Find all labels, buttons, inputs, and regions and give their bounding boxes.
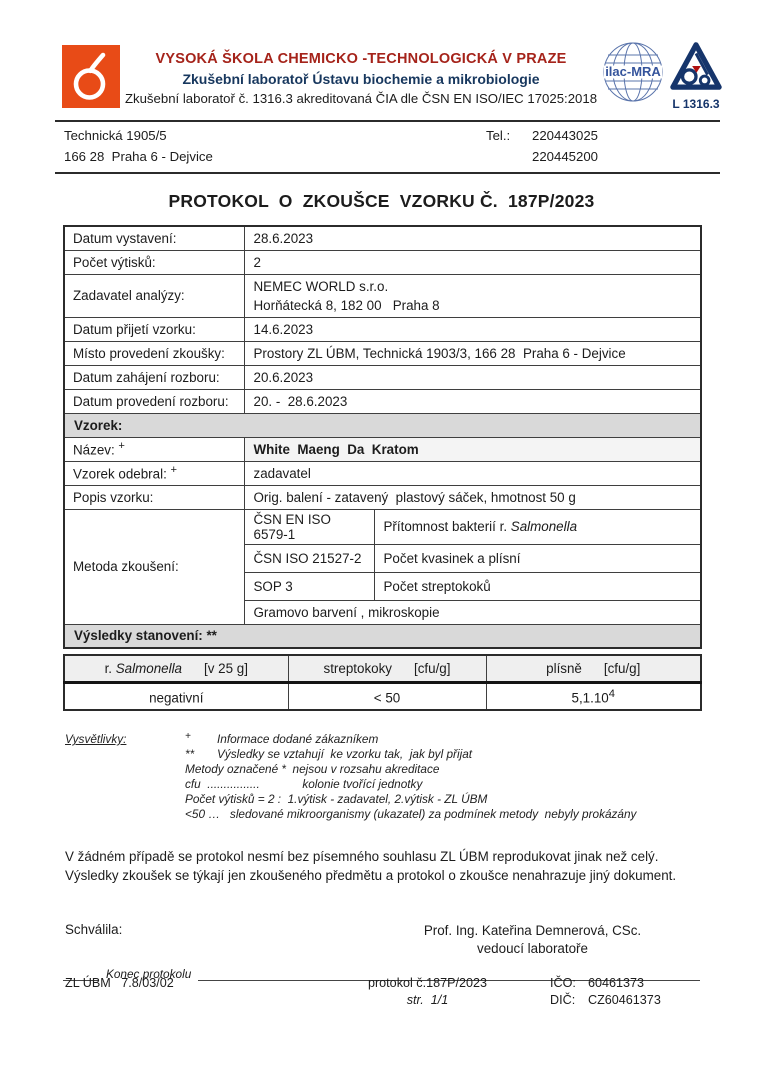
method-description: Přítomnost bakterií r. Salmonella xyxy=(374,509,701,544)
row-value: Orig. balení - zatavený plastový sáček, hmotnost 50 g xyxy=(244,485,701,509)
approver-name: Prof. Ing. Kateřina Demnerová, CSc. xyxy=(423,923,642,938)
dic-label: DIČ: xyxy=(550,993,576,1007)
city-address: 166 28 Praha 6 - Dejvice xyxy=(64,149,213,164)
section-title: Výsledky stanovení: ** xyxy=(64,624,701,648)
row-label: Název: + xyxy=(64,437,244,461)
university-name: VYSOKÁ ŠKOLA CHEMICKO -TECHNOLOGICKÁ V PRAZE xyxy=(155,51,567,67)
cia-accreditation-badge xyxy=(670,41,722,111)
cia-triangle-icon xyxy=(670,41,722,91)
result-molds: 5,1.10$^4$ xyxy=(486,682,701,710)
row-label: Počet výtisků: xyxy=(64,250,244,274)
laboratory-name: Zkušební laboratoř Ústavu biochemie a mikrobiologie xyxy=(182,71,540,87)
footer-company-ids xyxy=(550,975,718,1009)
tel-label: Tel.: xyxy=(486,128,511,143)
row-label: Vzorek odebral: + xyxy=(64,461,244,485)
note-line: cfu ................ kolonie tvořící jednotky xyxy=(185,777,423,791)
row-value: 2 xyxy=(244,250,701,274)
row-label: Datum přijetí vzorku: xyxy=(64,317,244,341)
dic-value: CZ60461373 xyxy=(588,993,661,1007)
tel-number-2: 220445200 xyxy=(532,149,599,164)
methods-label: Metoda zkoušení: xyxy=(64,509,244,624)
results-header-streptococci: streptokoky [cfu/g] xyxy=(288,655,486,682)
method-row xyxy=(64,509,701,544)
row-value: NEMEC WORLD s.r.o. Horňátecká 8, 182 00 Praha 8 xyxy=(244,274,701,317)
method-description: Počet kvasinek a plísní xyxy=(374,544,701,572)
header-titles xyxy=(120,45,602,106)
accreditation-line: Zkušební laboratoř č. 1316.3 akreditovaná ČIA dle ČSN EN ISO/IEC 17025:2018 xyxy=(124,91,598,106)
table-row xyxy=(64,461,701,485)
street-address: Technická 1905/5 xyxy=(64,128,167,143)
sample-section-row xyxy=(64,413,701,437)
table-row xyxy=(64,317,701,341)
document-header xyxy=(55,45,722,111)
ilac-mra-icon xyxy=(602,41,664,103)
results-table xyxy=(63,654,702,711)
note-line: + Informace dodané zákazníkem xyxy=(185,731,379,746)
row-label: Popis vzorku: xyxy=(64,485,244,509)
method-standard: ČSN EN ISO 6579-1 xyxy=(244,509,374,544)
footer-form-number: ZL ÚBM 7.8/03/02 xyxy=(65,976,174,990)
row-value: 28.6.2023 xyxy=(244,226,701,250)
vscht-logo-icon xyxy=(62,45,120,108)
approver xyxy=(365,922,700,958)
method-description: Počet streptokoků xyxy=(374,572,701,600)
notes-label: Vysvětlivky: xyxy=(65,732,127,746)
table-row xyxy=(64,274,701,317)
cia-number-label: L 1316.3 xyxy=(672,97,720,111)
table-row xyxy=(64,389,701,413)
table-row xyxy=(64,341,701,365)
method-standard: ČSN ISO 21527-2 xyxy=(244,544,374,572)
note-line: ** Výsledky se vztahují ke vzorku tak, jak byl přijat xyxy=(185,747,473,761)
method-standard: SOP 3 xyxy=(244,572,374,600)
result-salmonella: negativní xyxy=(64,682,288,710)
ico-value: 60461373 xyxy=(588,976,645,990)
row-label: Datum vystavení: xyxy=(64,226,244,250)
protocol-info-table xyxy=(63,225,702,649)
sample-name-value: White Maeng Da Kratom xyxy=(244,437,701,461)
results-section-row xyxy=(64,624,701,648)
footnote-marker: + xyxy=(118,440,125,453)
footer-page-number: str. 1/1 xyxy=(406,993,449,1007)
explanatory-notes xyxy=(65,732,700,822)
accreditation-badges xyxy=(602,41,722,111)
row-value: 20. - 28.6.2023 xyxy=(244,389,701,413)
row-value: zadavatel xyxy=(244,461,701,485)
results-header-row xyxy=(64,655,701,682)
approval-block xyxy=(65,922,700,958)
result-streptococci: < 50 xyxy=(288,682,486,710)
method-merged: Gramovo barvení , mikroskopie xyxy=(244,600,701,624)
page-title: PROTOKOL O ZKOUŠCE VZORKU Č. 187P/2023 xyxy=(168,191,595,211)
footer-protocol-ref: protokol č.187P/2023 str. 1/1 xyxy=(305,975,550,1009)
row-label: Místo provedení zkoušky: xyxy=(64,341,244,365)
table-row xyxy=(64,250,701,274)
table-row xyxy=(64,365,701,389)
note-line: <50 … sledované mikroorganismy (ukazatel) za podmínek metody nebyly prokázány xyxy=(185,807,637,821)
results-value-row xyxy=(64,682,701,710)
legal-statement: V žádném případě se protokol nesmí bez písemného souhlasu ZL ÚBM reprodukovat jinak než celý. Výsledky zkoušek se týkají jen zkoušeného předmětu a protokol o zkoušce nenahrazuje jiný dokument. xyxy=(65,849,677,883)
row-label: Datum provedení rozboru: xyxy=(64,389,244,413)
note-line: Počet výtisků = 2 : 1.výtisk - zadavatel, 2.výtisk - ZL ÚBM xyxy=(185,792,488,806)
note-line: Metody označené * nejsou v rozsahu akreditace xyxy=(185,762,440,776)
end-of-protocol-label: Konec protokolu xyxy=(106,967,192,981)
approver-role: vedoucí laboratoře xyxy=(477,941,588,956)
results-header-molds: plísně [cfu/g] xyxy=(486,655,701,682)
footnote-marker: + xyxy=(170,464,178,477)
table-row xyxy=(64,226,701,250)
approved-by-label: Schválila: xyxy=(65,922,123,937)
row-label: Datum zahájení rozboru: xyxy=(64,365,244,389)
section-title: Vzorek: xyxy=(64,413,701,437)
ico-label: IČO: xyxy=(550,976,576,990)
table-row xyxy=(64,437,701,461)
results-header-salmonella: r. Salmonella [v 25 g] xyxy=(64,655,288,682)
table-row xyxy=(64,485,701,509)
row-value: 20.6.2023 xyxy=(244,365,701,389)
row-label: Zadavatel analýzy: xyxy=(64,274,244,317)
row-value: Prostory ZL ÚBM, Technická 1903/3, 166 28 Praha 6 - Dejvice xyxy=(244,341,701,365)
tel-number-1: 220443025 xyxy=(532,128,599,143)
address-strip xyxy=(55,120,720,174)
page-footer xyxy=(65,975,718,1009)
svg-text:ilac-MRA: ilac-MRA xyxy=(605,64,661,79)
row-value: 14.6.2023 xyxy=(244,317,701,341)
